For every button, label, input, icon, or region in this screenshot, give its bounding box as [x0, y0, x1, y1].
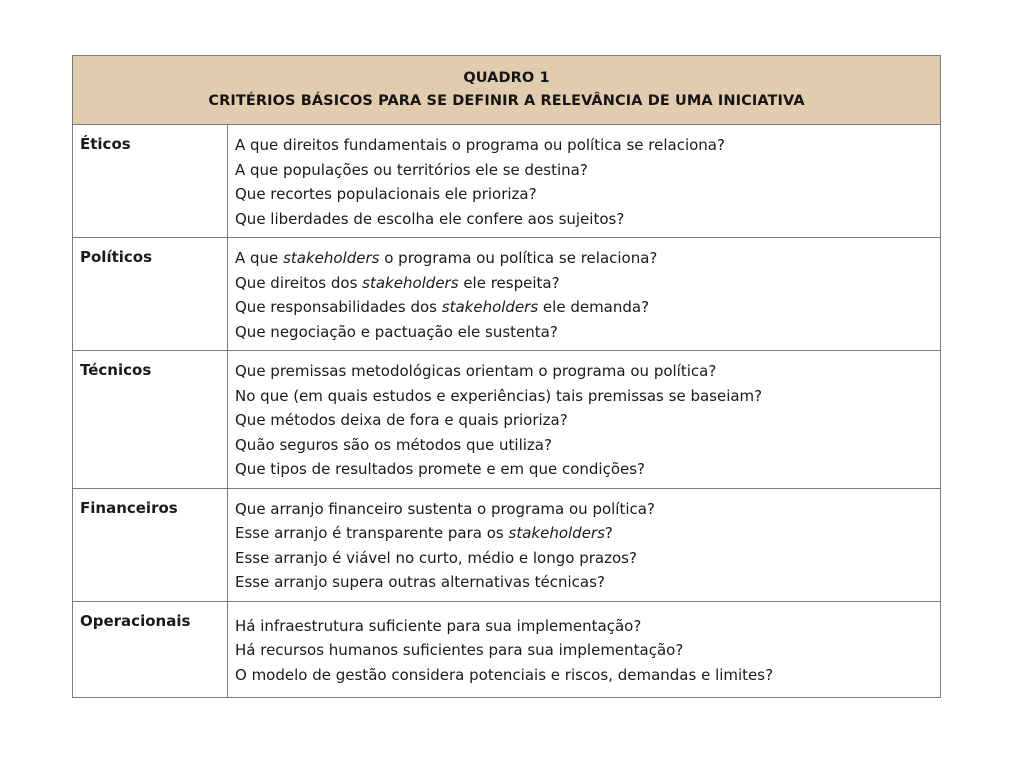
question-text: A que	[235, 249, 284, 267]
category-label: Éticos	[80, 135, 131, 153]
question-line	[235, 408, 940, 433]
category-label: Financeiros	[80, 498, 178, 517]
table-header-row	[73, 56, 941, 125]
question-text: Que recortes populacionais ele prioriza?	[235, 185, 537, 203]
question-text: Há infraestrutura suficiente para sua implementação?	[235, 616, 642, 635]
criteria-table	[72, 55, 941, 698]
question-text: Que direitos dos	[235, 273, 363, 292]
table-header	[73, 56, 941, 125]
category-label: Técnicos	[80, 361, 152, 379]
question-text: Que responsabilidades dos	[235, 298, 442, 316]
table-title: QUADRO 1	[463, 70, 550, 86]
question-text: A que populações ou territórios ele se destina?	[235, 160, 588, 179]
questions-cell	[228, 238, 941, 351]
questions-cell	[228, 488, 941, 601]
question-line	[235, 207, 940, 232]
questions-cell	[228, 601, 941, 698]
question-text: Que negociação e pactuação ele sustenta?	[235, 322, 558, 341]
italic-term: stakeholders	[508, 524, 605, 542]
question-text: o programa ou política se relaciona?	[379, 249, 658, 267]
table-row	[73, 351, 941, 489]
question-line	[235, 246, 940, 271]
italic-term: stakeholders	[283, 249, 380, 267]
category-label: Políticos	[80, 248, 153, 266]
questions-cell	[228, 125, 941, 238]
question-line	[235, 359, 940, 384]
category-cell	[73, 238, 228, 351]
italic-term: stakeholders	[441, 298, 539, 316]
question-line	[235, 295, 940, 320]
question-line	[235, 384, 940, 409]
question-line	[235, 663, 940, 688]
question-text: Que tipos de resultados promete e em que condições?	[235, 460, 646, 478]
category-cell	[73, 601, 228, 698]
table-row	[73, 601, 941, 698]
question-text: Que liberdades de escolha ele confere aos sujeitos?	[235, 209, 625, 228]
question-text: A que direitos fundamentais o programa ou política se relaciona?	[235, 136, 725, 154]
question-text: No que (em quais estudos e experiências) tais premissas se baseiam?	[235, 386, 763, 405]
italic-term: stakeholders	[362, 273, 459, 292]
question-text: Esse arranjo supera outras alternativas técnicas?	[235, 573, 605, 591]
question-line	[235, 497, 940, 522]
table-row	[73, 238, 941, 351]
question-text: ele respeita?	[458, 273, 560, 292]
table-subtitle: CRITÉRIOS BÁSICOS PARA SE DEFINIR A RELEVÂNCIA DE UMA INICIATIVA	[208, 93, 805, 109]
question-line	[235, 546, 940, 571]
question-text: ele demanda?	[538, 298, 650, 316]
table-body	[73, 125, 941, 698]
question-text: Que arranjo financeiro sustenta o programa ou política?	[235, 499, 655, 518]
question-line	[235, 158, 940, 183]
question-line	[235, 182, 940, 207]
table-row	[73, 488, 941, 601]
question-text: Que métodos deixa de fora e quais prioriza?	[235, 411, 568, 429]
question-text: Que premissas metodológicas orientam o programa ou política?	[235, 362, 717, 380]
question-line	[235, 614, 940, 639]
question-text: O modelo de gestão considera potenciais e riscos, demandas e limites?	[235, 665, 774, 684]
category-cell	[73, 351, 228, 489]
question-line	[235, 457, 940, 482]
table-row	[73, 125, 941, 238]
category-cell	[73, 488, 228, 601]
question-line	[235, 133, 940, 158]
question-line	[235, 570, 940, 595]
question-line	[235, 638, 940, 663]
question-text: Esse arranjo é viável no curto, médio e longo prazos?	[235, 548, 637, 567]
question-text: Há recursos humanos suficientes para sua implementação?	[235, 641, 684, 659]
question-line	[235, 320, 940, 345]
category-cell	[73, 125, 228, 238]
question-line	[235, 521, 940, 546]
question-line	[235, 271, 940, 296]
question-line	[235, 433, 940, 458]
question-text: ?	[604, 524, 613, 542]
question-text: Quão seguros são os métodos que utiliza?	[235, 435, 552, 454]
question-text: Esse arranjo é transparente para os	[235, 524, 509, 542]
questions-cell	[228, 351, 941, 489]
category-label: Operacionais	[80, 611, 191, 630]
